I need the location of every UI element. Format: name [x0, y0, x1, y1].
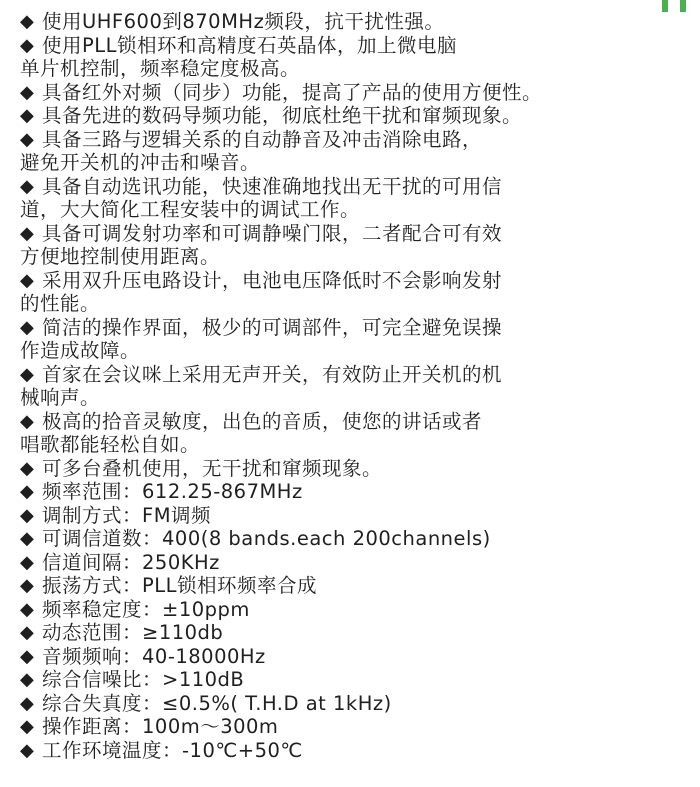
- spec-item: [20, 480, 698, 504]
- diamond-bullet-icon: ◆: [20, 645, 35, 667]
- spec-item-text: 具备红外对频（同步）功能，提高了产品的使用方便性。: [42, 80, 543, 104]
- spec-item-text-continued: 道，大大简化工程安装中的调试工作。: [20, 198, 361, 221]
- spec-item-text: 极高的拾音灵敏度，出色的音质，使您的讲话或者: [42, 409, 483, 433]
- spec-item-text: 可调信道数：400(8 bands.each 200channels): [42, 527, 491, 550]
- diamond-bullet-icon: ◆: [20, 34, 35, 56]
- spec-item: [20, 363, 698, 410]
- diamond-bullet-icon: ◆: [20, 175, 35, 197]
- spec-item-text: 振荡方式：PLL锁相环频率合成: [42, 574, 317, 597]
- spec-item: [20, 668, 698, 692]
- spec-item: [20, 692, 698, 716]
- diamond-bullet-icon: ◆: [20, 105, 35, 126]
- diamond-bullet-icon: ◆: [20, 716, 35, 737]
- spec-item: [20, 645, 698, 669]
- spec-item-text: 使用PLL锁相环和高精度石英晶体，加上微电脑: [42, 33, 457, 57]
- spec-item-text: 动态范围：≥110db: [42, 621, 224, 644]
- spec-item: [20, 175, 698, 222]
- diamond-bullet-icon: ◆: [20, 551, 35, 573]
- diamond-bullet-icon: ◆: [20, 528, 35, 549]
- spec-item: [20, 269, 698, 316]
- spec-item: [20, 222, 698, 269]
- spec-item: [20, 410, 698, 457]
- spec-item-text: 操作距离：100m～300m: [42, 715, 279, 738]
- spec-item-text-continued: 的性能。: [20, 292, 101, 315]
- diamond-bullet-icon: ◆: [20, 81, 35, 103]
- diamond-bullet-icon: ◆: [20, 692, 35, 714]
- spec-item-text: 频率稳定度：±10ppm: [42, 597, 250, 621]
- spec-item: [20, 316, 698, 363]
- feature-spec-list: [20, 10, 698, 762]
- spec-item-text: 具备先进的数码导频功能，彻底杜绝干扰和窜频现象。: [42, 104, 523, 127]
- spec-item-text: 综合信噪比：>110dB: [42, 668, 245, 691]
- spec-item-text-continued: 方便地控制使用距离。: [20, 245, 221, 268]
- spec-item: [20, 527, 698, 551]
- diamond-bullet-icon: ◆: [20, 504, 35, 526]
- spec-item-text-continued: 单片机控制，频率稳定度极高。: [20, 57, 301, 80]
- spec-item-text: 具备可调发射功率和可调静噪门限，二者配合可有效: [42, 221, 503, 245]
- spec-item: [20, 715, 698, 739]
- spec-item: [20, 504, 698, 528]
- diamond-bullet-icon: ◆: [20, 575, 35, 596]
- diamond-bullet-icon: ◆: [20, 622, 35, 643]
- diamond-bullet-icon: ◆: [20, 363, 35, 385]
- spec-item: [20, 81, 698, 105]
- spec-item-text: 采用双升压电路设计，电池电压降低时不会影响发射: [42, 268, 503, 292]
- diamond-bullet-icon: ◆: [20, 739, 35, 761]
- diamond-bullet-icon: ◆: [20, 669, 35, 690]
- spec-item: [20, 739, 698, 763]
- diamond-bullet-icon: ◆: [20, 11, 35, 32]
- spec-item-text: 简洁的操作界面，极少的可调部件，可完全避免误操: [42, 315, 503, 339]
- diamond-bullet-icon: ◆: [20, 128, 35, 150]
- diamond-bullet-icon: ◆: [20, 410, 35, 432]
- spec-item-text: 具备三路与逻辑关系的自动静音及冲击消除电路，: [42, 127, 483, 151]
- spec-item: [20, 598, 698, 622]
- spec-item: [20, 574, 698, 598]
- spec-item-text: 调制方式：FM调频: [42, 503, 212, 527]
- spec-item-text: 首家在会议咪上采用无声开关，有效防止开关机的机: [42, 362, 503, 386]
- spec-item: [20, 34, 698, 81]
- spec-item-text-continued: 避免开关机的冲击和噪音。: [20, 151, 261, 174]
- spec-item: [20, 128, 698, 175]
- spec-item-text: 工作环境温度：-10℃+50℃: [42, 738, 303, 762]
- spec-item: [20, 551, 698, 575]
- spec-item-text: 具备自动选讯功能，快速准确地找出无干扰的可用信: [42, 174, 503, 198]
- spec-item-text-continued: 唱歌都能轻松自如。: [20, 433, 201, 456]
- spec-item: [20, 104, 698, 128]
- spec-item-text-continued: 械响声。: [20, 386, 101, 409]
- spec-item-text: 可多台叠机使用，无干扰和窜频现象。: [42, 456, 383, 480]
- diamond-bullet-icon: ◆: [20, 269, 35, 291]
- diamond-bullet-icon: ◆: [20, 222, 35, 244]
- diamond-bullet-icon: ◆: [20, 598, 35, 620]
- spec-item-text: 音频频响：40-18000Hz: [42, 644, 266, 668]
- diamond-bullet-icon: ◆: [20, 481, 35, 502]
- spec-item: [20, 10, 698, 34]
- spec-item: [20, 621, 698, 645]
- spec-item-text: 频率范围：612.25-867MHz: [42, 480, 303, 503]
- diamond-bullet-icon: ◆: [20, 457, 35, 479]
- diamond-bullet-icon: ◆: [20, 316, 35, 338]
- spec-item-text: 使用UHF600到870MHz频段，抗干扰性强。: [42, 10, 445, 33]
- spec-item-text-continued: 作造成故障。: [20, 339, 141, 362]
- spec-item-text: 信道间隔：250KHz: [42, 550, 220, 574]
- spec-item-text: 综合失真度：≤0.5%( T.H.D at 1kHz): [42, 691, 392, 715]
- spec-item: [20, 457, 698, 481]
